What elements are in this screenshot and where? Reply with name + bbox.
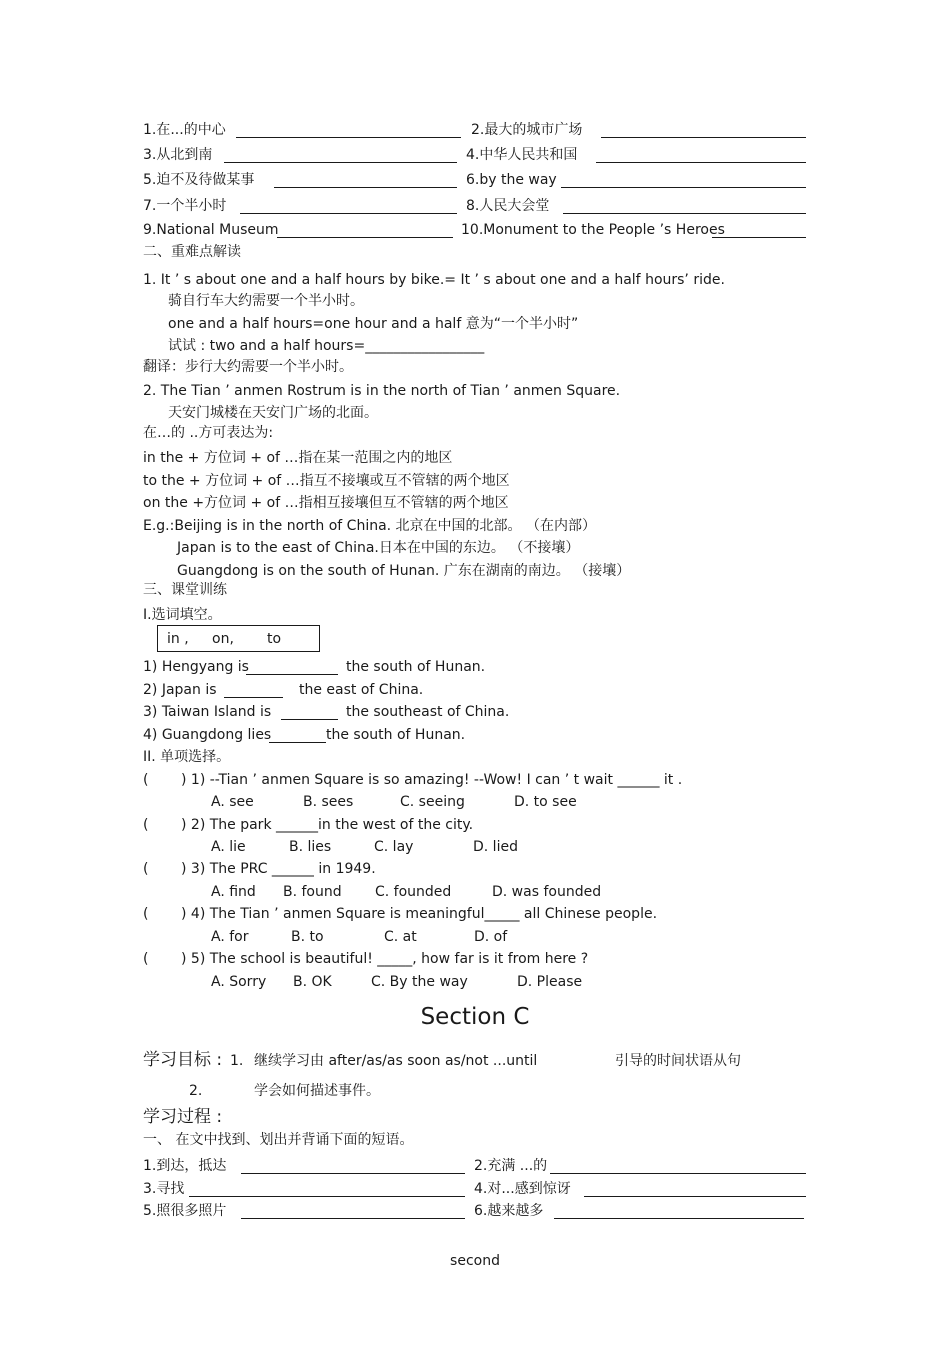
mc-option[interactable]: A. Sorry	[211, 974, 267, 990]
mc-question-4: ) 4) The Tian ’ anmen Square is meaningful_____ all Chinese people.	[181, 906, 658, 922]
goal-text: 引导的时间状语从句	[615, 1053, 741, 1069]
word-bank-item: in ,	[167, 631, 189, 647]
text-line: on the +方位词 + of …指相互接壤但互不管辖的两个地区	[143, 495, 509, 511]
phrase-4: 4.中华人民共和国	[466, 147, 578, 163]
mc-option[interactable]: D. was founded	[492, 884, 602, 900]
answer-blank[interactable]	[550, 1173, 806, 1174]
fill-question-4-tail: the south of Hunan.	[326, 727, 466, 743]
text-line: E.g.:Beijing is in the north of China. 北京在中国的北部。 （在内部）	[143, 518, 597, 534]
fill-question-3-tail: the southeast of China.	[346, 704, 510, 720]
goal-number: 2.	[189, 1083, 203, 1099]
phrase-1: 1.在...的中心	[143, 122, 226, 138]
phrase-5: 5.迫不及待做某事	[143, 172, 255, 188]
answer-blank[interactable]	[584, 1196, 806, 1197]
goal-number: 1.	[230, 1053, 244, 1069]
answer-paren[interactable]: (	[143, 817, 149, 833]
answer-paren[interactable]: (	[143, 772, 149, 788]
mc-option[interactable]: B. found	[283, 884, 342, 900]
section-heading: 二、重难点解读	[143, 244, 241, 260]
mc-question-5: ) 5) The school is beautiful! _____, how far is it from here ?	[181, 951, 589, 967]
mc-option[interactable]: C. By the way	[371, 974, 468, 990]
fill-question-2: 2) Japan is	[143, 682, 217, 698]
mc-option[interactable]: C. founded	[375, 884, 452, 900]
text-line: Guangdong is on the south of Hunan. 广东在湖南的南边。 （接壤）	[177, 563, 631, 579]
answer-blank[interactable]	[281, 719, 338, 720]
goal-text: 继续学习由 after/as/as soon as/not ...until	[254, 1053, 538, 1069]
phrase-6: 6.by the way	[466, 172, 557, 188]
answer-blank[interactable]	[240, 213, 457, 214]
page-footer: second	[450, 1253, 500, 1269]
mc-option[interactable]: A. see	[211, 794, 254, 810]
mc-option[interactable]: B. to	[291, 929, 324, 945]
text-line: in the + 方位词 + of …指在某一范围之内的地区	[143, 450, 453, 466]
phrase-c5: 5.照很多照片	[143, 1203, 227, 1219]
fill-question-4: 4) Guangdong lies	[143, 727, 272, 743]
text-line: 天安门城楼在天安门广场的北面。	[168, 405, 378, 421]
mc-option[interactable]: B. sees	[303, 794, 354, 810]
subsection-heading: II. 单项选择。	[143, 749, 231, 765]
word-bank-item: on,	[212, 631, 234, 647]
answer-blank[interactable]	[269, 742, 326, 743]
text-line: 骑自行车大约需要一个半小时。	[168, 293, 364, 309]
answer-blank[interactable]	[241, 1218, 465, 1219]
phrase-9: 9.National Museum	[143, 222, 279, 238]
text-line: 翻译：步行大约需要一个半小时。	[143, 359, 353, 375]
text-line: 1. It ’ s about one and a half hours by bike.= It ’ s about one and a half hours’ ride.	[143, 272, 725, 288]
answer-blank[interactable]	[712, 237, 806, 238]
answer-blank[interactable]	[601, 137, 806, 138]
answer-blank[interactable]	[189, 1196, 465, 1197]
text-line: 试试 : two and a half hours=_________________	[168, 338, 485, 354]
section-heading: 三、课堂训练	[143, 582, 227, 598]
text-line: to the + 方位词 + of …指互不接壤或互不管辖的两个地区	[143, 473, 510, 489]
phrase-c6: 6.越来越多	[474, 1203, 544, 1219]
word-bank-item: to	[267, 631, 282, 647]
phrase-8: 8.人民大会堂	[466, 198, 550, 214]
goal-label: 学习目标 :	[143, 1050, 223, 1070]
mc-option[interactable]: D. lied	[473, 839, 518, 855]
phrase-3: 3.从北到南	[143, 147, 213, 163]
mc-option[interactable]: D. Please	[517, 974, 583, 990]
text-line: 在…的 ..方可表达为:	[143, 425, 274, 441]
fill-question-1-tail: the south of Hunan.	[346, 659, 486, 675]
answer-blank[interactable]	[561, 187, 806, 188]
mc-option[interactable]: B. lies	[289, 839, 332, 855]
answer-blank[interactable]	[236, 137, 461, 138]
section-title: Section C	[420, 1004, 530, 1030]
answer-blank[interactable]	[554, 1218, 804, 1219]
phrase-2: 2.最大的城市广场	[471, 122, 583, 138]
task-heading: 一、 在文中找到、划出并背诵下面的短语。	[143, 1132, 414, 1148]
answer-blank[interactable]	[246, 674, 338, 675]
answer-blank[interactable]	[596, 162, 806, 163]
mc-option[interactable]: A. find	[211, 884, 256, 900]
answer-blank[interactable]	[277, 237, 453, 238]
process-label: 学习过程 :	[143, 1107, 223, 1127]
fill-question-3: 3) Taiwan Island is	[143, 704, 272, 720]
mc-question-3: ) 3) The PRC ______ in 1949.	[181, 861, 376, 877]
phrase-10: 10.Monument to the People ’s Heroes	[461, 222, 725, 238]
subsection-heading: I.选词填空。	[143, 607, 222, 623]
mc-question-2: ) 2) The park ______in the west of the city.	[181, 817, 474, 833]
answer-paren[interactable]: (	[143, 951, 149, 967]
mc-option[interactable]: C. lay	[374, 839, 414, 855]
text-line: Japan is to the east of China.日本在中国的东边。 （不接壤）	[177, 540, 580, 556]
phrase-c2: 2.充满 ...的	[474, 1158, 548, 1174]
answer-blank[interactable]	[241, 1173, 465, 1174]
fill-question-2-tail: the east of China.	[299, 682, 424, 698]
goal-text: 学会如何描述事件。	[254, 1083, 380, 1099]
mc-option[interactable]: D. of	[474, 929, 508, 945]
answer-blank[interactable]	[563, 213, 806, 214]
text-line: 2. The Tian ’ anmen Rostrum is in the north of Tian ’ anmen Square.	[143, 383, 621, 399]
mc-option[interactable]: A. lie	[211, 839, 246, 855]
answer-blank[interactable]	[274, 187, 457, 188]
mc-option[interactable]: D. to see	[514, 794, 577, 810]
mc-option[interactable]: C. at	[384, 929, 417, 945]
text-line: one and a half hours=one hour and a half 意为“一个半小时”	[168, 316, 579, 332]
phrase-c4: 4.对...感到惊讶	[474, 1181, 571, 1197]
answer-blank[interactable]	[224, 162, 457, 163]
answer-paren[interactable]: (	[143, 861, 149, 877]
answer-paren[interactable]: (	[143, 906, 149, 922]
fill-question-1: 1) Hengyang is	[143, 659, 249, 675]
phrase-c1: 1.到达，抵达	[143, 1158, 227, 1174]
mc-question-1: ) 1) --Tian ’ anmen Square is so amazing! --Wow! I can ’ t wait ______ it .	[181, 772, 683, 788]
mc-option[interactable]: A. for	[211, 929, 249, 945]
mc-option[interactable]: C. seeing	[400, 794, 465, 810]
answer-blank[interactable]	[224, 697, 283, 698]
phrase-7: 7.一个半小时	[143, 198, 227, 214]
phrase-c3: 3.寻找	[143, 1181, 185, 1197]
mc-option[interactable]: B. OK	[293, 974, 332, 990]
